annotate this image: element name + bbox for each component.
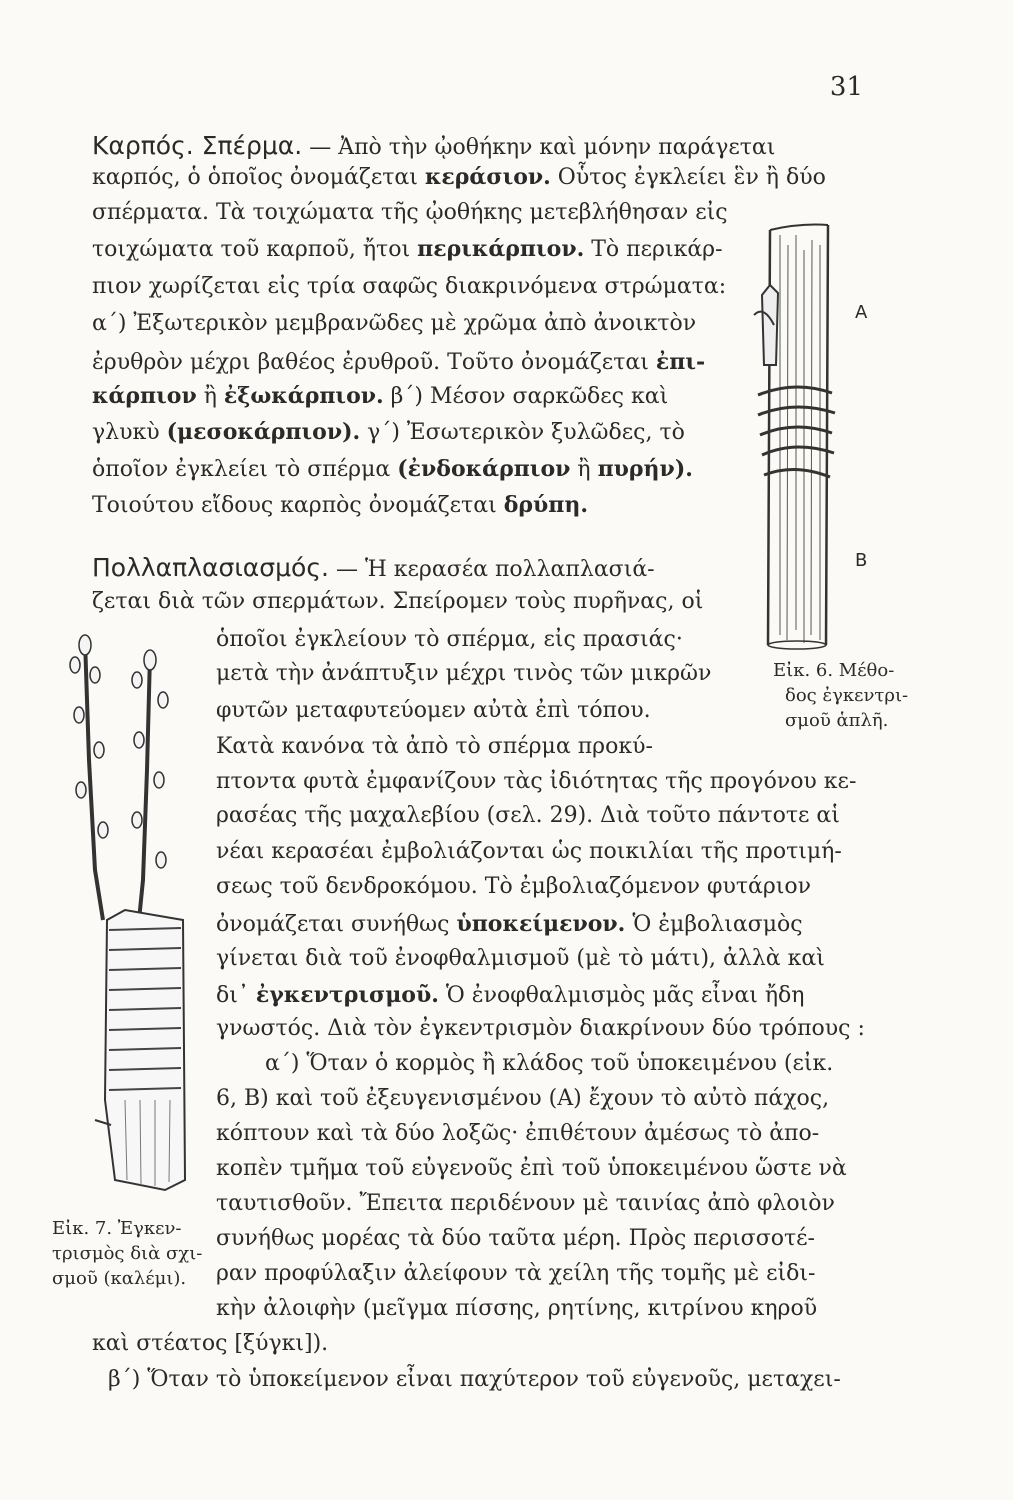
figure-6-caption-line: Εἰκ. 6. Μέθο- xyxy=(773,660,895,681)
paragraph-line: γνωστός. Διὰ τὸν ἐγκεντρισμὸν διακρίνουν δύο τρόπους : xyxy=(216,1016,865,1041)
figure-6-caption-line: σμοῦ ἁπλῆ. xyxy=(785,710,889,731)
paragraph-line: καρπός, ὁ ὁποῖος ὀνομάζεται κεράσιον. Οὗτος ἐγκλείει ἓν ἢ δύο xyxy=(92,164,826,190)
page-number: 31 xyxy=(829,72,863,102)
figure-7-caption-line: Εἰκ. 7. Ἐγκεν- xyxy=(52,1218,182,1239)
paragraph-line: κόπτουν καὶ τὰ δύο λοξῶς· ἐπιθέτουν ἀμέσως τὸ ἀπο- xyxy=(216,1121,820,1146)
paragraph-line: νέαι κερασέαι ἐμβολιάζονται ὡς ποικιλίαι τῆς προτιμή- xyxy=(216,839,842,864)
paragraph-line: μετὰ τὴν ἀνάπτυξιν μέχρι τινὸς τῶν μικρῶν xyxy=(216,661,712,686)
paragraph-line: β΄) Ὅταν τὸ ὑποκείμενον εἶναι παχύτερον τοῦ εὐγενοῦς, μεταχει- xyxy=(108,1367,841,1392)
paragraph-line: ραν προφύλαξιν ἀλείφουν τὰ χείλη τῆς τομῆς μὲ εἰδι- xyxy=(216,1261,816,1286)
figure-6-caption-line: δος ἐγκεντρι- xyxy=(785,685,909,706)
paragraph-line: α΄) Ἐξωτερικὸν μεμβρανῶδες μὲ χρῶμα ἀπὸ ἀνοικτὸν xyxy=(92,311,697,336)
figure-6-label-a: A xyxy=(855,302,868,323)
paragraph-line: α΄) Ὅταν ὁ κορμὸς ἢ κλάδος τοῦ ὑποκειμένου (εἰκ. xyxy=(265,1051,834,1076)
paragraph-line: κάρπιον ἢ ἐξωκάρπιον. β΄) Μέσον σαρκῶδες καὶ xyxy=(92,383,669,409)
paragraph-line: φυτῶν μεταφυτεύομεν αὐτὰ ἐπὶ τόπου. xyxy=(216,698,651,723)
paragraph-line: πτοντα φυτὰ ἐμφανίζουν τὰς ἰδιότητας τῆς προγόνου κε- xyxy=(216,769,857,794)
paragraph-line: κὴν ἀλοιφὴν (μεῖγμα πίσσης, ρητίνης, κιτρίνου κηροῦ xyxy=(216,1296,818,1321)
paragraph-line: δι᾽ ἐγκεντρισμοῦ. Ὁ ἐνοφθαλμισμὸς μᾶς εἶναι ἤδη xyxy=(216,982,805,1008)
figure-7-caption-line: τρισμὸς διὰ σχι- xyxy=(52,1243,203,1264)
paragraph-line: σεως τοῦ δενδροκόμου. Τὸ ἐμβολιαζόμενον φυτάριον xyxy=(216,874,812,899)
paragraph-line: σπέρματα. Τὰ τοιχώματα τῆς ᾠοθήκης μετεβλήθησαν εἰς xyxy=(92,200,728,225)
paragraph-line: ἐρυθρὸν μέχρι βαθέος ἐρυθροῦ. Τοῦτο ὀνομάζεται ἐπι- xyxy=(92,349,706,375)
paragraph-line: Τοιούτου εἴδους καρπὸς ὀνομάζεται δρύπη. xyxy=(92,492,589,518)
paragraph-line: γίνεται διὰ τοῦ ἐνοφθαλμισμοῦ (μὲ τὸ μάτι), ἀλλὰ καὶ xyxy=(216,946,825,971)
paragraph-line: πιον χωρίζεται εἰς τρία σαφῶς διακρινόμενα στρώματα: xyxy=(92,274,727,299)
paragraph-line: κοπὲν τμῆμα τοῦ εὐγενοῦς ἐπὶ τοῦ ὑποκειμένου ὥστε νὰ xyxy=(216,1156,847,1181)
section-heading: Καρπός. Σπέρμα. xyxy=(92,131,303,160)
section-heading: Πολλαπλασιασμός. xyxy=(92,553,329,582)
paragraph-line: ζεται διὰ τῶν σπερμάτων. Σπείρομεν τοὺς πυρῆνας, οἱ xyxy=(92,589,704,614)
paragraph-line: ὀνομάζεται συνήθως ὑποκείμενον. Ὁ ἐμβολιασμὸς xyxy=(216,911,803,937)
paragraph-line: Καρπός. Σπέρμα. — Ἀπὸ τὴν ᾠοθήκην καὶ μόνην παράγεται xyxy=(92,131,776,160)
paragraph-line: τοιχώματα τοῦ καρποῦ, ἤτοι περικάρπιον. Τὸ περικάρ- xyxy=(92,236,723,262)
paragraph-line: Πολλαπλασιασμός. — Ἡ κερασέα πολλαπλασιά- xyxy=(92,553,655,582)
paragraph-line: γλυκὺ (μεσοκάρπιον). γ΄) Ἐσωτερικὸν ξυλῶδες, τὸ xyxy=(92,419,685,445)
paragraph-line: ρασέας τῆς μαχαλεβίου (σελ. 29). Διὰ τοῦτο πάντοτε αἱ xyxy=(216,803,840,828)
figure-6-label-b: B xyxy=(855,550,868,571)
figure-6-illustration xyxy=(740,215,860,650)
paragraph-line: καὶ στέατος [ξύγκι]). xyxy=(92,1331,329,1356)
figure-7-illustration xyxy=(55,620,215,1210)
paragraph-line: συνήθως μορέας τὰ δύο ταῦτα μέρη. Πρὸς περισσοτέ- xyxy=(216,1226,815,1251)
paragraph-line: ὁποῖον ἐγκλείει τὸ σπέρμα (ἐνδοκάρπιον ἢ πυρήν). xyxy=(92,456,693,482)
paragraph-line: Κατὰ κανόνα τὰ ἀπὸ τὸ σπέρμα προκύ- xyxy=(216,734,653,759)
paragraph-line: 6, Β) καὶ τοῦ ἐξευγενισμένου (Α) ἔχουν τὸ αὐτὸ πάχος, xyxy=(216,1086,830,1111)
paragraph-line: ταυτισθοῦν. Ἔπειτα περιδένουν μὲ ταινίας ἀπὸ φλοιὸν xyxy=(216,1191,835,1216)
paragraph-line: ὁποῖοι ἐγκλείουν τὸ σπέρμα, εἰς πρασιάς· xyxy=(216,627,683,652)
figure-7-caption-line: σμοῦ (καλέμι). xyxy=(52,1268,187,1289)
